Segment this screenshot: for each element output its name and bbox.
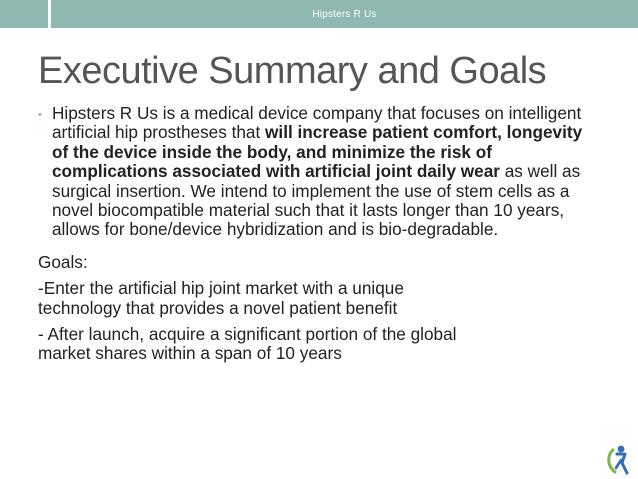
summary-text: Hipsters R Us is a medical device company that focuses on intelligent artificial hip prostheses that will increase patient comfort, longevity of the device inside the body, and minimize the risk of complications associated with artificial joint daily wear as well as surgical insertion. We intend to implement the use of stem cells as a novel biocompatible material such that it lasts longer than 10 years, allows for bone/device hybridization and is bio-degradable. [52,103,583,240]
goal-item: -Enter the artificial hip joint market with a unique technology that provides a novel patient benefit [38,278,404,318]
slide-title: Executive Summary and Goals [38,50,547,92]
header-label: Hipsters R Us [312,8,377,20]
goal-item: - After launch, acquire a significant portion of the global market shares within a span of 10 years [38,324,457,364]
summary-bullet [38,104,598,240]
person-figure-logo-icon [604,442,634,476]
header-accent-block [0,0,48,28]
header-banner [51,0,638,28]
bullet-dot-icon: • [38,109,42,121]
slide-body [38,104,598,364]
summary-emphasis: will increase patient comfort, longevity of the device inside the body, and minimize the risk of complications associated with artificial joint daily wear [52,122,583,182]
header-bar [0,0,638,28]
goals-heading: Goals: [38,251,88,272]
